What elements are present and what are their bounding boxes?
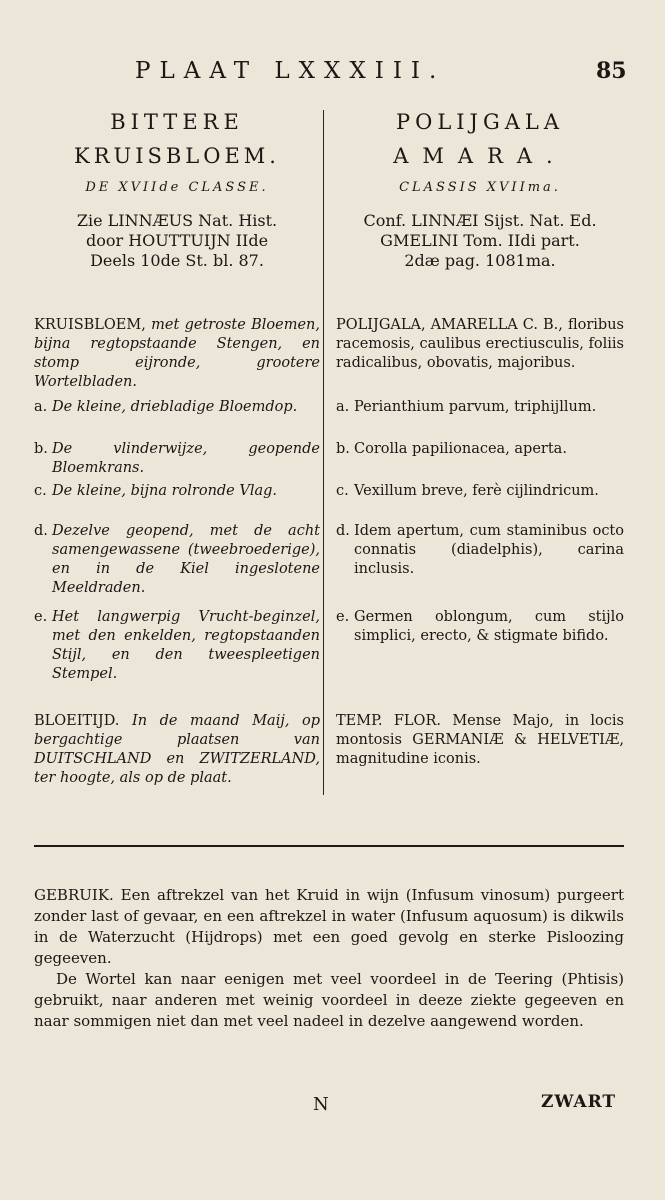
dutch-name-line2: KRUISBLOEM. xyxy=(74,144,280,168)
latin-items-e xyxy=(336,608,624,646)
latin-name-line2: AMARA. xyxy=(393,144,567,168)
dutch-desc-rest: met getroste Bloemen, bijna regtopstaande Stengen, en stomp eijronde, grootere Wortelbladen. xyxy=(34,317,320,390)
dutch-name-line1: BITTERE xyxy=(110,110,244,134)
latin-ref-line: 2dæ pag. 1081ma. xyxy=(404,251,556,270)
usage-paragraph-2: De Wortel kan naar eenigen met veel voordeel in de Teering (Phtisis) gebruikt, naar anderen met weinig voordeel in deeze ziekte gegeeven en naar sommigen niet dan met veel nadeel in dezelve aangewend worden. xyxy=(34,970,624,1030)
dutch-ref-line: Zie LINNÆUS Nat. Hist. xyxy=(76,211,278,230)
latin-column xyxy=(336,108,624,271)
latin-classe: CLASSIS XVIIma. xyxy=(399,180,561,195)
item-label: b. xyxy=(34,441,48,457)
dutch-items xyxy=(34,398,320,417)
item-text: Perianthium parvum, triphijllum. xyxy=(354,399,597,415)
latin-ref-line: Conf. LINNÆI Sijst. Nat. Ed. xyxy=(363,211,597,230)
dutch-items-b xyxy=(34,440,320,478)
signature-mark: N xyxy=(313,1094,329,1115)
tempus-floris-text xyxy=(336,712,624,769)
latin-item-c xyxy=(336,482,624,501)
item-label: a. xyxy=(336,399,350,415)
latin-items-b xyxy=(336,440,624,459)
tempus-rest: Mense Majo, in locis montosis GERMANIÆ & HELVETIÆ, magnitudine iconis. xyxy=(336,713,624,767)
dutch-description xyxy=(34,316,320,392)
latin-items xyxy=(336,398,624,417)
dutch-description-block xyxy=(34,316,320,392)
item-label: d. xyxy=(34,523,48,539)
latin-item-d xyxy=(336,522,624,579)
dutch-bloeitijd xyxy=(34,712,320,788)
item-text: De vlinderwijze, geopende Bloemkrans. xyxy=(52,441,320,476)
tempus-lead: TEMP. FLOR. xyxy=(336,713,441,729)
dutch-column xyxy=(34,108,320,271)
dutch-classe: DE XVIIde CLASSE. xyxy=(85,180,269,195)
latin-reference xyxy=(336,211,624,271)
page-header xyxy=(0,58,665,92)
dutch-desc-lead: KRUISBLOEM, xyxy=(34,317,146,333)
usage-rest: Een aftrekzel van het Kruid in wijn (Infusum vinosum) purgeert zonder last of gevaar, en een aftrekzel in water (Infusum aquosum) is dikwils in de Waterzucht (Hijdrops) met een goed gevolg en sterke Pisloozing gegeeven. xyxy=(34,886,624,967)
catchword: ZWART xyxy=(541,1092,617,1112)
item-text: Het langwerpig Vrucht-beginzel, met den enkelden, regtopstaanden Stijl, en den tweespleetigen Stempel. xyxy=(52,609,320,682)
item-label: c. xyxy=(34,483,47,499)
dutch-items-c xyxy=(34,482,320,501)
item-label: e. xyxy=(34,609,48,625)
usage-text xyxy=(34,885,624,1032)
latin-item-b xyxy=(336,440,624,459)
latin-tempus-floris xyxy=(336,712,624,769)
dutch-ref-line: Deels 10de St. bl. 87. xyxy=(90,251,264,270)
item-text: Dezelve geopend, met de acht samengewassene (tweebroederige), en in de Kiel ingeslotene Meeldraden. xyxy=(52,523,320,596)
latin-desc-rest: AMARELLA C. B., floribus racemosis, caulibus erectiusculis, foliis radicalibus, obovatis, majoribus. xyxy=(336,317,624,371)
latin-name-line1: POLIJGALA xyxy=(395,110,565,134)
bloeitijd-text xyxy=(34,712,320,788)
page-number: 85 xyxy=(596,58,627,84)
item-text: Germen oblongum, cum stijlo simplici, erecto, & stigmate bifido. xyxy=(354,609,624,644)
bloeitijd-lead: BLOEITIJD. xyxy=(34,713,120,729)
latin-items-c xyxy=(336,482,624,501)
latin-desc-lead: POLIJGALA, xyxy=(336,317,426,333)
item-text: Vexillum breve, ferè cijlindricum. xyxy=(354,483,599,499)
column-divider xyxy=(323,110,324,795)
latin-description-block xyxy=(336,316,624,373)
dutch-reference xyxy=(34,211,320,271)
latin-item-a xyxy=(336,398,624,417)
item-label: a. xyxy=(34,399,48,415)
plate-title: PLAAT LXXXIII. xyxy=(135,58,446,84)
latin-description xyxy=(336,316,624,373)
separator-rule xyxy=(34,845,624,847)
latin-items-d xyxy=(336,522,624,579)
dutch-ref-line: door HOUTTUIJN IIde xyxy=(85,231,269,250)
usage-lead: GEBRUIK. xyxy=(34,886,114,904)
dutch-item-c xyxy=(34,482,320,501)
item-label: e. xyxy=(336,609,350,625)
dutch-items-d xyxy=(34,522,320,598)
dutch-item-b xyxy=(34,440,320,478)
item-text: Corolla papilionacea, aperta. xyxy=(354,441,567,457)
item-label: d. xyxy=(336,523,350,539)
item-text: De kleine, driebladige Bloemdop. xyxy=(52,399,298,415)
latin-ref-line: GMELINI Tom. IIdi part. xyxy=(380,231,580,250)
dutch-item-e xyxy=(34,608,320,684)
item-text: De kleine, bijna rolronde Vlag. xyxy=(52,483,278,499)
item-label: c. xyxy=(336,483,349,499)
dutch-item-d xyxy=(34,522,320,598)
item-label: b. xyxy=(336,441,350,457)
dutch-items-e xyxy=(34,608,320,684)
usage-paragraph-1 xyxy=(34,885,624,969)
item-text: Idem apertum, cum staminibus octo connatis (diadelphis), carina inclusis. xyxy=(354,523,624,577)
bloeitijd-rest: In de maand Maij, op bergachtige plaatsen van DUITSCHLAND en ZWITZERLAND, ter hoogte, als op de plaat. xyxy=(34,713,320,786)
dutch-item-a xyxy=(34,398,320,417)
latin-item-e xyxy=(336,608,624,646)
